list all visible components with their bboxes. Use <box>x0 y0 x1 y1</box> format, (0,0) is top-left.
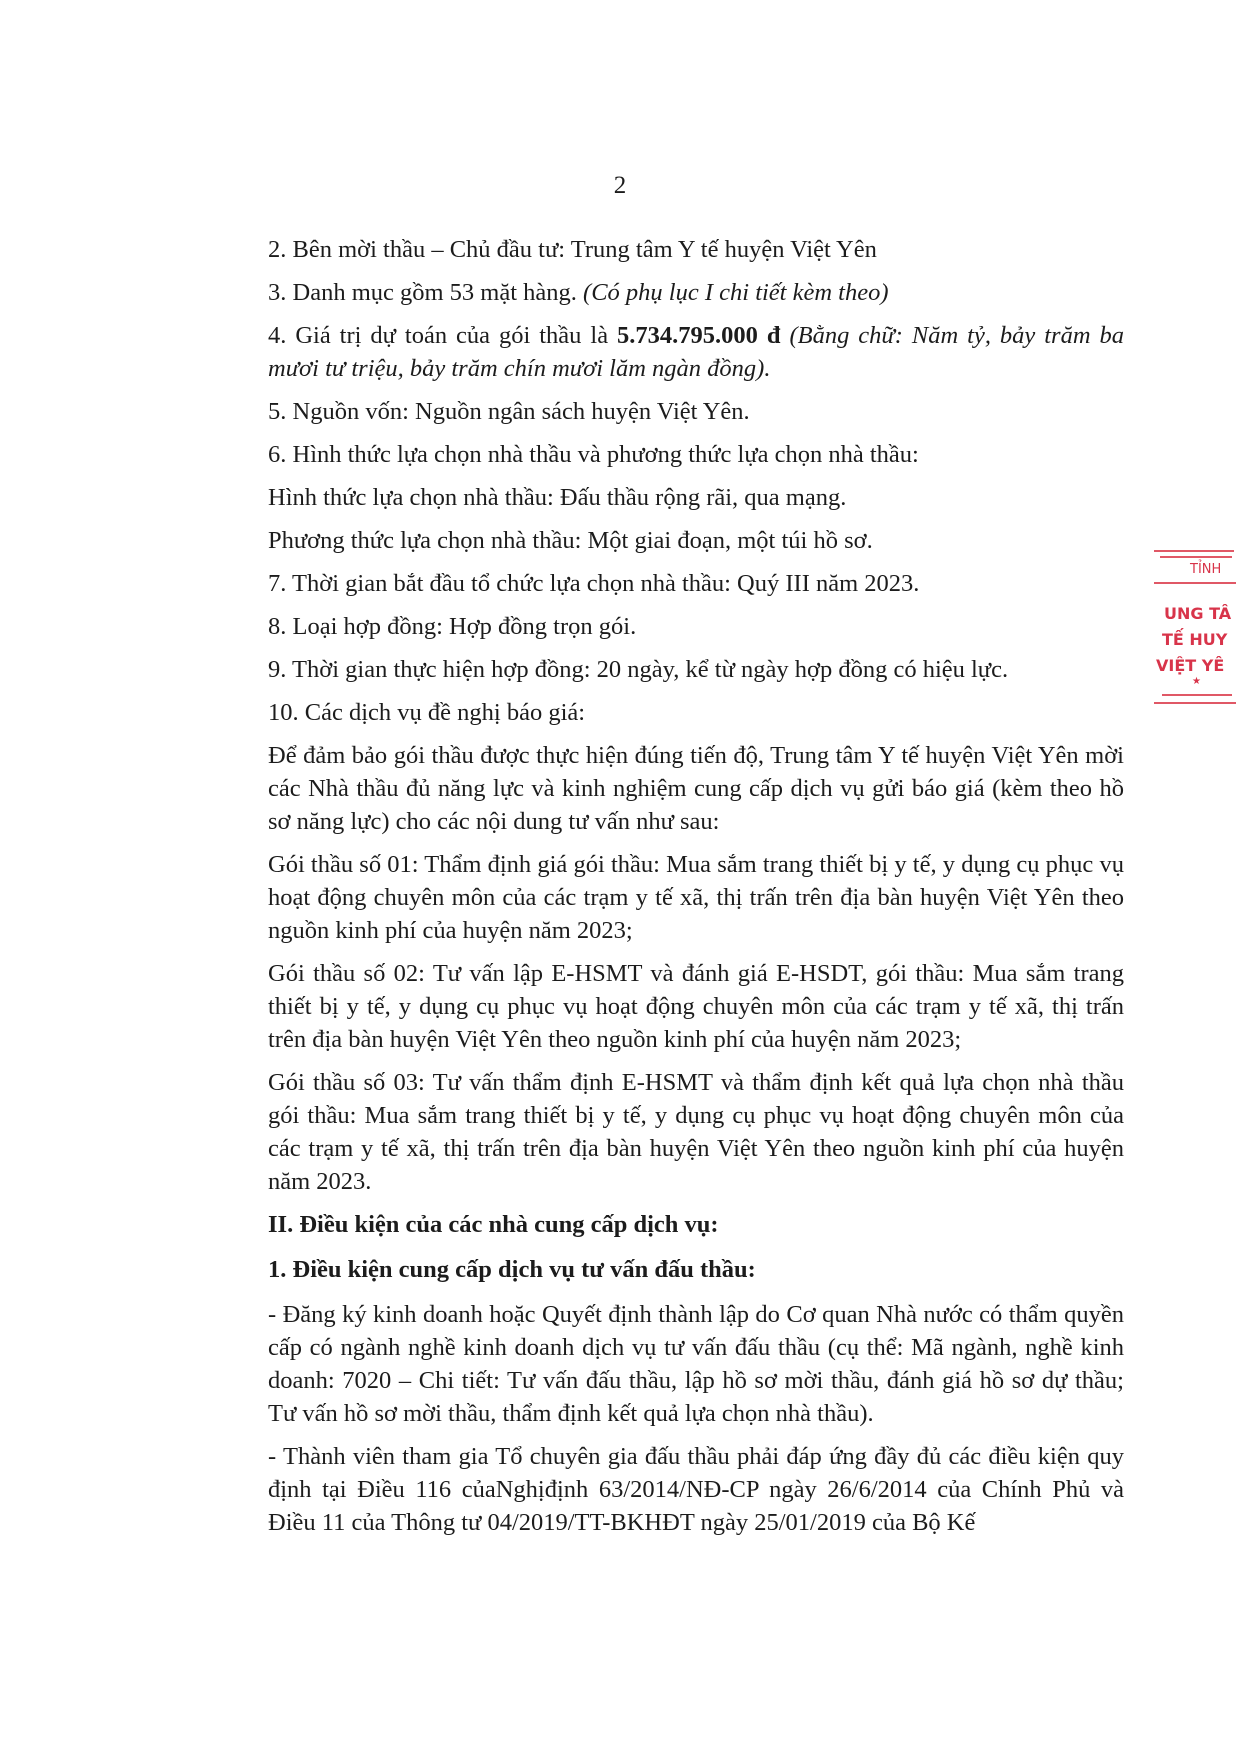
item-3-catalog <box>268 276 1124 309</box>
item-7-start-time: 7. Thời gian bắt đầu tổ chức lựa chọn nhà thầu: Quý III năm 2023. <box>268 570 920 597</box>
condition-1: - Đăng ký kinh doanh hoặc Quyết định thành lập do Cơ quan Nhà nước có thẩm quyền cấp có ngành nghề kinh doanh dịch vụ tư vấn đấu thầu (cụ thể: Mã ngành, nghề kinh doanh: 7020 – Chi tiết: Tư vấn đấu thầu, lập hồ sơ mời thầu, đánh giá hồ sơ dự thầu; Tư vấn hồ sơ mời thầu, thẩm định kết quả lựa chọn nhà thầu). <box>268 1301 1124 1427</box>
item-10-body: Để đảm bảo gói thầu được thực hiện đúng tiến độ, Trung tâm Y tế huyện Việt Yên mời các Nhà thầu đủ năng lực và kinh nghiệm cung cấp dịch vụ gửi báo giá (kèm theo hồ sơ năng lực) cho các nội dung tư vấn như sau: <box>268 742 1124 835</box>
stamp-star-icon: ★ <box>1192 676 1201 687</box>
red-seal-stamp <box>1150 548 1240 718</box>
item-9-duration: 9. Thời gian thực hiện hợp đồng: 20 ngày, kể từ ngày hợp đồng có hiệu lực. <box>268 656 1009 683</box>
item-6-selection: 6. Hình thức lựa chọn nhà thầu và phương thức lựa chọn nhà thầu: <box>268 441 919 468</box>
item-6-method: Phương thức lựa chọn nhà thầu: Một giai đoạn, một túi hồ sơ. <box>268 527 873 554</box>
item-3-note: (Có phụ lục I chi tiết kèm theo) <box>583 279 889 306</box>
item-6-form: Hình thức lựa chọn nhà thầu: Đấu thầu rộng rãi, qua mạng. <box>268 484 847 511</box>
stamp-rule <box>1160 556 1232 558</box>
item-10-services: 10. Các dịch vụ đề nghị báo giá: <box>268 699 586 726</box>
item-3-text: 3. Danh mục gồm 53 mặt hàng. <box>268 279 584 306</box>
stamp-rule <box>1162 694 1232 696</box>
stamp-rule <box>1154 582 1236 584</box>
section-2-1-heading: 1. Điều kiện cung cấp dịch vụ tư vấn đấu thầu: <box>268 1256 756 1283</box>
package-03: Gói thầu số 03: Tư vấn thẩm định E-HSMT và thẩm định kết quả lựa chọn nhà thầu gói thầu: Mua sắm trang thiết bị y tế, y dụng cụ phục vụ hoạt động chuyên môn của các trạm y tế xã, thị trấn trên địa bàn huyện Việt Yên theo nguồn kinh phí của huyện năm 2023. <box>268 1069 1124 1195</box>
stamp-line-4: VIỆT YÊ <box>1156 656 1225 675</box>
item-4-estimate <box>268 319 1124 385</box>
page-number: 2 <box>613 172 627 199</box>
stamp-line-1: TỈNH <box>1190 562 1222 577</box>
item-4-amount-words: (Bằng chữ: Năm tỷ, bảy trăm ba mươi tư triệu, bảy trăm chín mươi lăm ngàn đồng). <box>268 322 1124 382</box>
item-2-investor: 2. Bên mời thầu – Chủ đầu tư: Trung tâm Y tế huyện Việt Yên <box>268 236 877 263</box>
stamp-line-2: UNG TÂ <box>1164 604 1232 623</box>
stamp-rule <box>1154 702 1236 704</box>
package-02: Gói thầu số 02: Tư vấn lập E-HSMT và đánh giá E-HSDT, gói thầu: Mua sắm trang thiết bị y tế, y dụng cụ phục vụ hoạt động chuyên môn của các trạm y tế xã, thị trấn trên địa bàn huyện Việt Yên theo nguồn kinh phí của huyện năm 2023; <box>268 960 1124 1053</box>
item-5-funding: 5. Nguồn vốn: Nguồn ngân sách huyện Việt Yên. <box>268 398 750 425</box>
document-body <box>268 233 1124 1549</box>
condition-2: - Thành viên tham gia Tổ chuyên gia đấu thầu phải đáp ứng đầy đủ các điều kiện quy định tại Điều 116 củaNghịđịnh 63/2014/NĐ-CP ngày 26/6/2014 của Chính Phủ và Điều 11 của Thông tư 04/2019/TT-BKHĐT ngày 25/01/2019 của Bộ Kế <box>268 1443 1124 1536</box>
item-4-text: 4. Giá trị dự toán của gói thầu là <box>268 322 618 349</box>
package-01: Gói thầu số 01: Thẩm định giá gói thầu: Mua sắm trang thiết bị y tế, y dụng cụ phục vụ hoạt động chuyên môn của các trạm y tế xã, thị trấn trên địa bàn huyện Việt Yên theo nguồn kinh phí của huyện năm 2023; <box>268 851 1124 944</box>
stamp-rule <box>1154 550 1234 552</box>
item-4-amount: 5.734.795.000 đ <box>617 322 781 349</box>
stamp-line-3: TẾ HUY <box>1162 630 1228 649</box>
item-8-contract-type: 8. Loại hợp đồng: Hợp đồng trọn gói. <box>268 613 637 640</box>
section-2-heading: II. Điều kiện của các nhà cung cấp dịch vụ: <box>268 1211 719 1238</box>
